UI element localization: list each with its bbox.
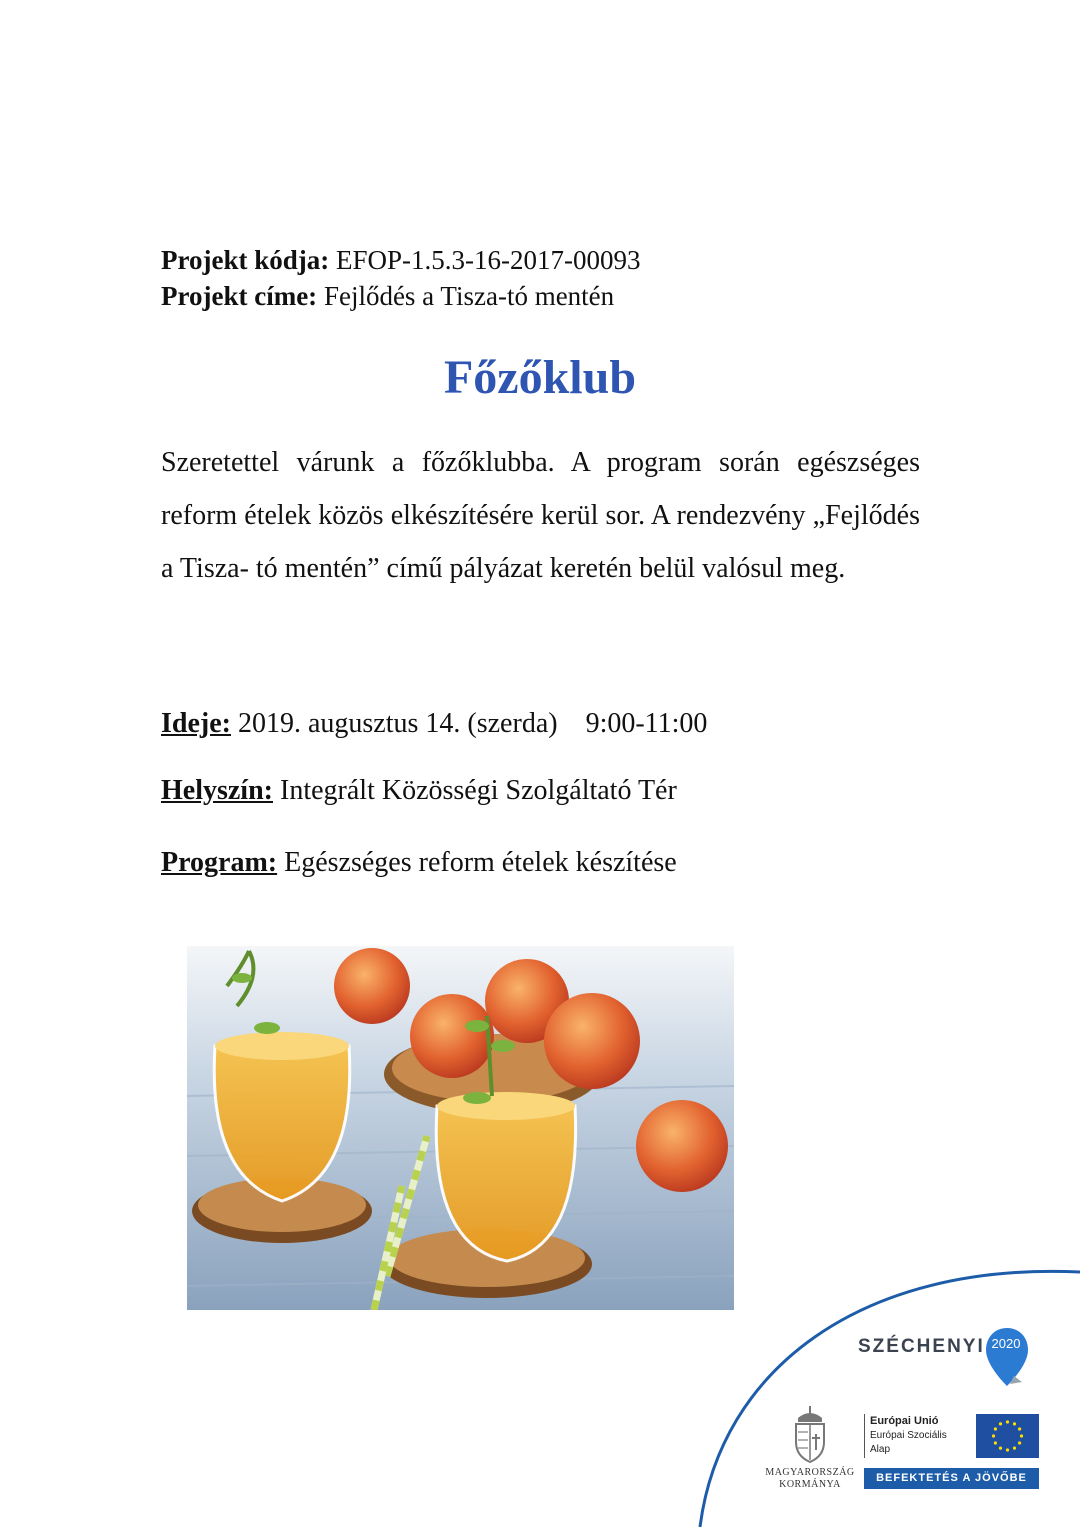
eu-flag-icon [976, 1414, 1039, 1458]
project-code-value: EFOP-1.5.3-16-2017-00093 [336, 245, 641, 275]
event-place-label: Helyszín: [161, 775, 273, 806]
event-place-line [161, 773, 677, 809]
invest-banner: BEFEKTETÉS A JÖVŐBE [864, 1468, 1039, 1489]
eu-line-1: Európai Unió [870, 1415, 939, 1427]
szechenyi-logo-text: SZÉCHENYI [858, 1336, 985, 1357]
hungarian-crest-icon [790, 1404, 830, 1464]
event-place-value: Integrált Közösségi Szolgáltató Tér [280, 775, 677, 806]
project-title-value: Fejlődés a Tisza-tó mentén [323, 281, 615, 311]
gov-line-2: KORMÁNYA [779, 1479, 841, 1490]
event-program-line [161, 845, 677, 881]
project-title-label: Projekt címe: [161, 281, 318, 311]
event-program-label: Program: [161, 847, 278, 878]
szechenyi-year: 2020 [991, 1336, 1021, 1351]
eu-line-2: Európai Szociális [870, 1430, 947, 1441]
eu-divider [864, 1414, 865, 1458]
project-code-label: Projekt kódja: [161, 245, 330, 275]
event-date-value: 2019. augusztus 14. (szerda) 9:00-11:00 [237, 708, 708, 739]
eu-line-3: Alap [870, 1444, 891, 1455]
eu-logo-text [870, 1414, 947, 1457]
intro-paragraph: Szeretettel várunk a főzőklubba. A program során egészséges reform ételek közös elkészítésére kerül sor. A rendezvény „Fejlődés a Tisza- tó mentén” című pályázat keretén belül valósul meg. [161, 447, 920, 584]
project-title-line [161, 278, 614, 314]
project-code-line [161, 242, 641, 278]
event-date-line [161, 706, 707, 742]
gov-line-1: MAGYARORSZÁG [765, 1467, 855, 1478]
event-program-value: Egészséges reform ételek készítése [284, 847, 677, 878]
event-date-label: Ideje: [161, 708, 231, 739]
smoothie-photo [187, 946, 734, 1310]
page-title: Főzőklub [443, 351, 637, 404]
government-logo-text [762, 1467, 858, 1491]
